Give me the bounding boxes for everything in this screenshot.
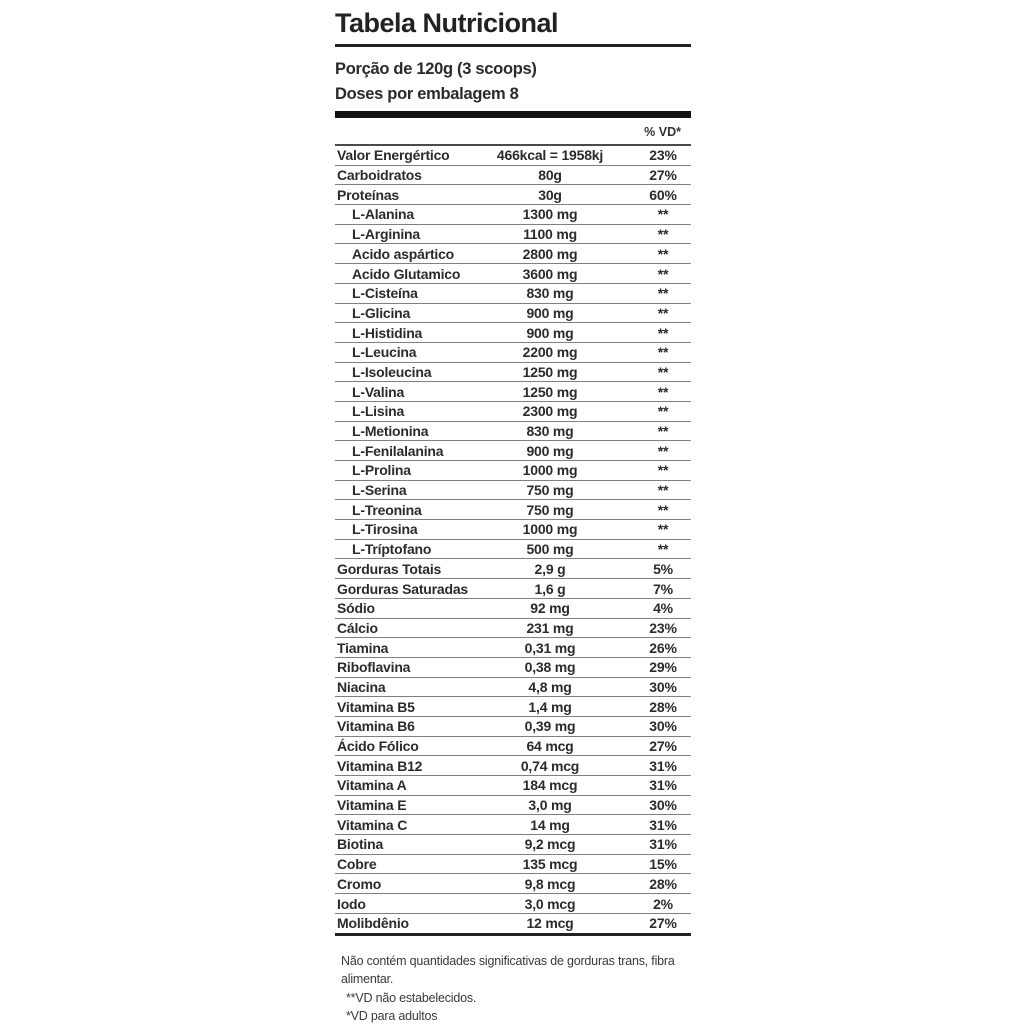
table-row [335,481,691,501]
nutrient-amount: 135 mcg [522,856,578,873]
nutrient-amount: 9,8 mcg [524,875,576,892]
nutrient-vd: 26% [649,639,677,656]
nutrient-name: L-Lisina [352,403,405,420]
serving-size: Porção de 120g (3 scoops) [335,60,537,79]
table-row [335,796,691,816]
table-row [335,205,691,225]
table-row [335,717,691,737]
nutrient-amount: 80g [538,167,562,184]
nutrient-name: Valor Energértico [337,147,450,164]
table-row [335,264,691,284]
table-row [335,737,691,757]
table-row [335,166,691,186]
nutrient-name: Niacina [337,678,386,695]
nutrient-vd: 60% [649,186,677,203]
nutrient-amount: 2,9 g [534,560,566,577]
nutrient-amount: 1,6 g [534,580,566,597]
nutrient-name: Ácido Fólico [337,738,419,755]
nutrient-amount: 1000 mg [522,462,578,479]
nutrient-amount: 0,39 mg [524,718,576,735]
nutrient-vd: 30% [649,678,677,695]
table-row [335,402,691,422]
nutrient-vd: 4% [653,600,673,617]
nutrient-name: L-Valina [352,383,405,400]
nutrient-amount: 1,4 mg [528,698,572,715]
table-row [335,638,691,658]
nutrient-name: L-Fenilalanina [352,442,444,459]
nutrient-vd: ** [657,501,669,518]
table-row [335,363,691,383]
nutrient-name: L-Metionina [352,423,429,440]
nutrient-amount: 750 mg [526,501,574,518]
nutrient-name: L-Serina [352,482,407,499]
nutrient-name: Vitamina B6 [337,718,415,735]
nutrient-name: Cromo [337,875,382,892]
nutrient-amount: 2300 mg [522,403,578,420]
nutrient-amount: 12 mcg [526,915,574,932]
nutrient-vd: 7% [653,580,673,597]
nutrient-vd: 31% [649,816,677,833]
nutrient-name: Proteínas [337,186,399,203]
nutrient-name: L-Prolina [352,462,411,479]
nutrient-amount: 830 mg [526,285,574,302]
nutrient-amount: 900 mg [526,324,574,341]
nutrient-amount: 64 mcg [526,738,574,755]
table-row [335,697,691,717]
nutrient-vd: 15% [649,856,677,873]
nutrient-name: L-Alanina [352,206,414,223]
nutrient-name: Acido aspártico [352,245,455,262]
table-row [335,382,691,402]
nutrient-vd: ** [657,265,669,282]
page-title: Tabela Nutricional [335,8,559,38]
nutrient-vd: 2% [653,895,673,912]
table-row [335,599,691,619]
table-row [335,559,691,579]
table-row [335,619,691,639]
footnote-trans-fat: Não contém quantidades significativas de gorduras trans, fibra alimentar. [341,953,675,987]
nutrient-vd: 31% [649,757,677,774]
table-row [335,756,691,776]
table-row [335,874,691,894]
nutrient-amount: 2200 mg [522,344,578,361]
nutrient-amount: 750 mg [526,482,574,499]
servings-per-package: Doses por embalagem 8 [335,85,519,104]
footnotes [335,952,691,1024]
nutrition-table [335,146,691,936]
table-row [335,284,691,304]
nutrient-name: Acido Glutamico [352,265,461,282]
table-row [335,579,691,599]
nutrient-amount: 1250 mg [522,383,578,400]
nutrient-amount: 2800 mg [522,245,578,262]
nutrient-vd: ** [657,245,669,262]
nutrient-name: Iodo [337,895,366,912]
nutrient-amount: 830 mg [526,423,574,440]
nutrient-name: Molibdênio [337,915,409,932]
nutrient-name: Tiamina [337,639,389,656]
nutrient-name: Biotina [337,836,384,853]
table-row [335,323,691,343]
nutrient-name: L-Tirosina [352,521,418,538]
nutrient-amount: 3,0 mcg [524,895,576,912]
nutrient-name: Vitamina B5 [337,698,415,715]
nutrient-name: Riboflavina [337,659,411,676]
nutrient-vd: 27% [649,915,677,932]
nutrient-amount: 4,8 mg [528,678,572,695]
nutrient-vd: ** [657,383,669,400]
nutrition-label [335,8,691,1024]
table-row [335,185,691,205]
nutrient-amount: 0,38 mg [524,659,576,676]
table-row [335,914,691,936]
nutrient-amount: 3,0 mg [528,797,572,814]
nutrient-name: Vitamina E [337,797,407,814]
nutrient-amount: 1000 mg [522,521,578,538]
nutrient-amount: 184 mcg [522,777,578,794]
nutrient-name: L-Arginina [352,226,420,243]
table-row [335,520,691,540]
nutrient-vd: ** [657,363,669,380]
nutrient-amount: 1250 mg [522,363,578,380]
nutrient-amount: 9,2 mcg [524,836,576,853]
nutrient-vd: 30% [649,797,677,814]
table-row [335,658,691,678]
nutrient-name: Vitamina C [337,816,408,833]
nutrient-amount: 92 mg [530,600,570,617]
nutrient-amount: 0,74 mcg [520,757,580,774]
table-row [335,678,691,698]
nutrient-amount: 30g [538,186,562,203]
table-row [335,225,691,245]
nutrient-amount: 466kcal = 1958kj [496,147,604,164]
nutrient-vd: 27% [649,738,677,755]
table-row [335,835,691,855]
table-row [335,304,691,324]
table-row [335,500,691,520]
table-row [335,776,691,796]
nutrient-vd: ** [657,462,669,479]
nutrient-name: L-Treonina [352,501,422,518]
nutrient-vd: ** [657,482,669,499]
table-row [335,422,691,442]
nutrient-name: L-Glicina [352,304,411,321]
nutrient-vd: 23% [649,147,677,164]
table-row [335,343,691,363]
nutrient-vd: ** [657,285,669,302]
nutrient-amount: 900 mg [526,304,574,321]
nutrient-vd: 27% [649,167,677,184]
nutrient-name: L-Histidina [352,324,423,341]
nutrient-vd: 23% [649,619,677,636]
nutrient-vd: 28% [649,875,677,892]
nutrient-vd: ** [657,403,669,420]
table-row [335,441,691,461]
nutrient-vd: 31% [649,777,677,794]
nutrient-vd: ** [657,324,669,341]
vd-column-header: % VD* [335,118,691,146]
nutrient-vd: ** [657,521,669,538]
table-row [335,146,691,166]
nutrient-name: Gorduras Saturadas [337,580,468,597]
nutrient-amount: 0,31 mg [524,639,576,656]
nutrient-name: Vitamina A [337,777,407,794]
nutrient-vd: ** [657,442,669,459]
nutrient-amount: 1100 mg [523,226,577,243]
nutrient-vd: ** [657,206,669,223]
nutrient-amount: 3600 mg [522,265,578,282]
footnote-vd-adults: *VD para adultos [346,1009,438,1024]
nutrient-amount: 14 mg [530,816,570,833]
nutrient-name: Sódio [337,600,375,617]
nutrient-amount: 900 mg [526,442,574,459]
divider-bar [335,111,691,118]
nutrient-vd: ** [657,304,669,321]
nutrient-name: Cobre [337,856,377,873]
nutrient-name: L-Cisteína [352,285,418,302]
nutrient-vd: ** [657,226,669,243]
nutrient-vd: 5% [653,560,673,577]
nutrient-vd: ** [657,541,669,558]
nutrient-name: Carboidratos [337,167,422,184]
nutrient-amount: 231 mg [526,619,574,636]
nutrient-vd: 30% [649,718,677,735]
nutrient-name: Cálcio [337,619,378,636]
nutrient-vd: ** [657,423,669,440]
nutrient-name: L-Isoleucina [352,363,432,380]
nutrient-amount: 1300 mg [522,206,578,223]
table-row [335,894,691,914]
table-row [335,540,691,560]
nutrient-vd: 28% [649,698,677,715]
nutrient-vd: 29% [649,659,677,676]
nutrient-name: L-Leucina [352,344,417,361]
nutrient-name: L-Tríptofano [352,541,432,558]
footnote-vd-not-established: **VD não estabelecidos. [346,990,477,1005]
nutrient-vd: 31% [649,836,677,853]
nutrient-name: Vitamina B12 [337,757,423,774]
nutrient-vd: ** [657,344,669,361]
title-rule [335,44,691,47]
table-row [335,244,691,264]
nutrient-name: Gorduras Totais [337,560,442,577]
table-row [335,815,691,835]
nutrient-amount: 500 mg [526,541,574,558]
table-row [335,855,691,875]
table-row [335,461,691,481]
